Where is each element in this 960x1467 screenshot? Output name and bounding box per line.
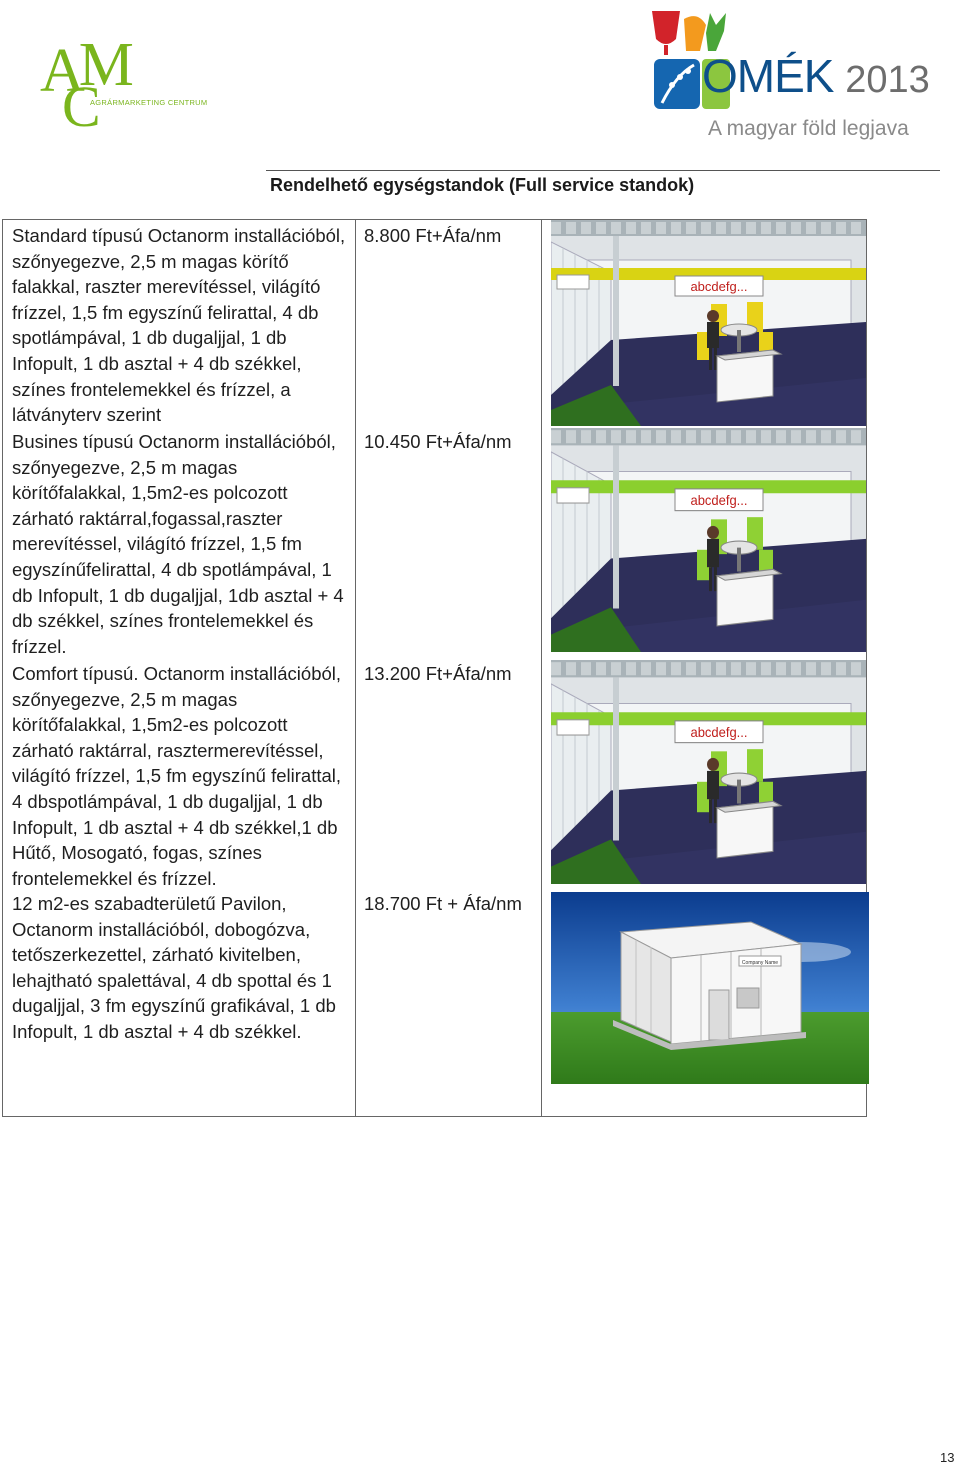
table-row-comfort <box>3 658 866 888</box>
table-row-business <box>3 426 866 658</box>
booth-render-image <box>551 660 866 884</box>
booth-render-image <box>551 428 866 652</box>
omek-name-text: OMÉK <box>702 50 834 102</box>
omek-tagline: A magyar föld legjava <box>708 117 909 140</box>
pavilion-render-image <box>551 892 869 1084</box>
package-description: 12 m2-es szabadterületű Pavilon, Octanorm installációból, dobogózva, tetőszerkezettel, zárható kivitelben, lehajtható spalettával, 4 db spottal és 1 dugaljjal, 3 fm egyszínű grafikával, 1 db Infopult, 1 db asztal + 4 db székkel. <box>12 893 336 1042</box>
pavilion-sign-text: Company Name <box>741 960 779 966</box>
package-description: Busines típusú Octanorm installációból, szőnyegezve, 2,5 m magas körítőfalakkal, 1,5m2-es polcozott zárható raktárral,fogassal,raszter merevítéssel, világító frízzel, 1,5 fm egyszínűfelirattal, 4 db spotlámpával, 1 db Infopult, 1 db dugaljjal, 1db asztal + 4 db székkel, színes frontelemekkel és frízzel. <box>12 431 344 657</box>
omek-year: 2013 <box>845 59 930 101</box>
omek-logo-name <box>702 50 930 103</box>
booth-sign-text: abcdefg... <box>690 279 748 294</box>
package-description: Comfort típusú. Octanorm installációból, szőnyegezve, 2,5 m magas körítőfalakkal, 1,5m2-es polcozott zárható raktárral, rasztermerevítéssel, világító frízzel, 1,5 fm egyszínű felirattal, 4 dbspotlámpával, 1 db dugaljjal, 1 db Infopult, 1 db asztal + 4 db székkel,1 db Hűtő, Mosogató, fogas, színes frontelemekkel és frízzel. <box>12 663 342 889</box>
omek-logo <box>640 5 955 140</box>
package-price: 18.700 Ft + Áfa/nm <box>364 893 522 914</box>
stand-packages-table <box>2 219 867 1117</box>
page-title: Rendelhető egységstandok (Full service standok) <box>270 175 695 195</box>
package-price: 8.800 Ft+Áfa/nm <box>364 225 502 246</box>
package-price: 13.200 Ft+Áfa/nm <box>364 663 512 684</box>
page-number: 13 <box>940 1450 955 1465</box>
booth-sign-text: abcdefg... <box>690 724 748 741</box>
package-price: 10.450 Ft+Áfa/nm <box>364 431 512 452</box>
table-row-standard <box>3 220 866 426</box>
amc-logo-letters: AM <box>40 31 128 105</box>
package-description: Standard típusú Octanorm installációból, szőnyegezve, 2,5 m magas körítő falakkal, raszter merevítéssel, világító frízzel, 1,5 fm egyszínű felirattal, 4 db spotlámpával, 1 db dugaljjal, 1 db Infopult, 1 db asztal + 4 db székkel, színes frontelemekkel és frízzel, a látványterv szerint <box>12 225 346 426</box>
booth-render-image <box>551 220 866 426</box>
booth-sign-text: abcdefg... <box>690 492 748 509</box>
amc-logo-c: C <box>62 74 101 139</box>
table-row-pavilion <box>3 888 866 1116</box>
header-divider <box>266 170 940 171</box>
amc-logo-subtitle: AGRÁRMARKETING CENTRUM <box>90 98 208 107</box>
amc-logo <box>40 31 208 139</box>
